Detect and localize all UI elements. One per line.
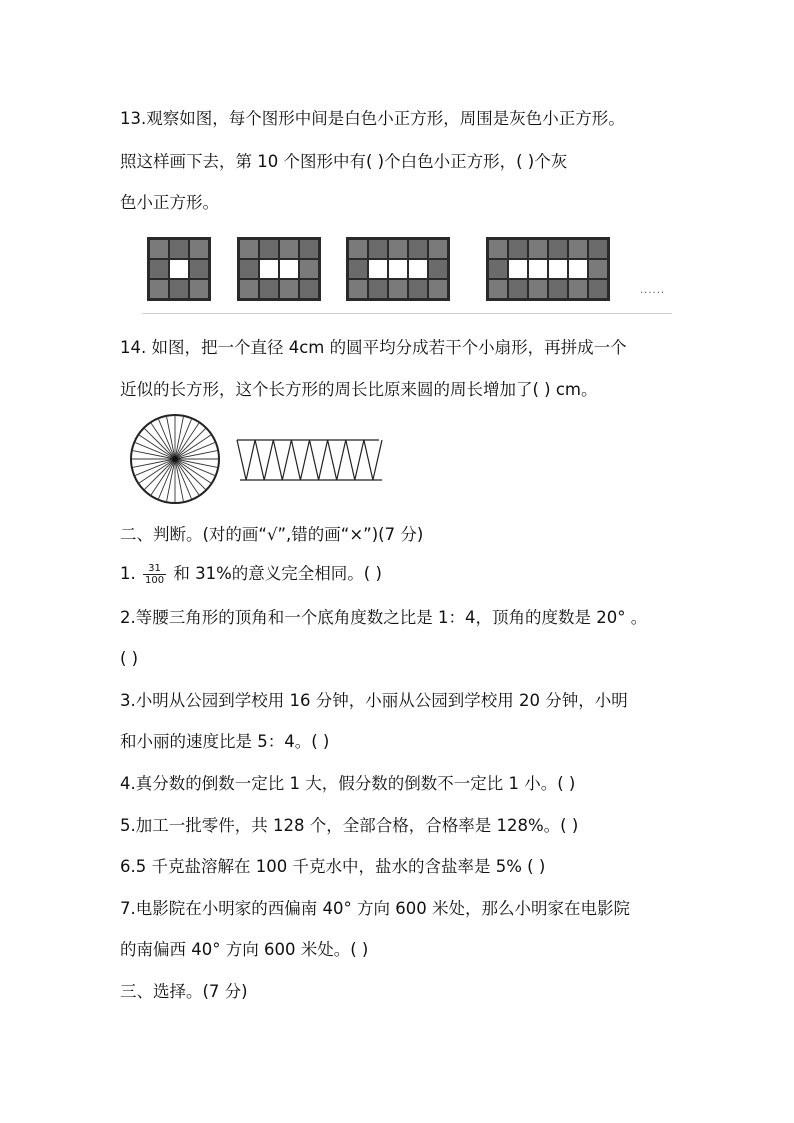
gray-square: [300, 280, 318, 298]
gray-square: [389, 280, 407, 298]
gray-square: [240, 260, 258, 278]
q13-line-2: 照这样画下去，第 10 个图形中有( )个白色小正方形，( )个灰: [120, 152, 568, 171]
approximate-rectangle-figure: [234, 436, 384, 486]
gray-square: [549, 280, 567, 298]
judge-item-3-line-1: 3.小明从公园到学校用 16 分钟，小丽从公园到学校用 20 分钟，小明: [120, 691, 628, 710]
fraction-31-100: [143, 563, 166, 586]
gray-square: [190, 260, 208, 278]
gray-square: [150, 240, 168, 258]
circle-sectors-figure: [126, 412, 226, 508]
judge-item-5: 5.加工一批零件，共 128 个，全部合格，合格率是 128%。( ): [120, 816, 579, 835]
judge-item-2-line-1: 2.等腰三角形的顶角和一个底角度数之比是 1：4，顶角的度数是 20° 。: [120, 608, 648, 627]
judge-item-6: 6.5 千克盐溶解在 100 千克水中，盐水的含盐率是 5% ( ): [120, 857, 546, 876]
judge-item-1: [120, 563, 382, 586]
gray-square: [409, 240, 427, 258]
white-square: [569, 260, 587, 278]
gray-square: [240, 240, 258, 258]
gray-square: [509, 280, 527, 298]
q14-line-1: 14. 如图，把一个直径 4cm 的圆平均分成若干个小扇形，再拼成一个: [120, 338, 627, 357]
q13-baseline: [142, 313, 672, 314]
gray-square: [529, 280, 547, 298]
white-square: [409, 260, 427, 278]
gray-square: [349, 260, 367, 278]
gray-square: [300, 260, 318, 278]
circle-center: [172, 456, 178, 462]
q13-figure-1: [147, 237, 211, 301]
gray-square: [569, 240, 587, 258]
gray-square: [369, 240, 387, 258]
q13-figure-2: [237, 237, 321, 301]
gray-square: [429, 260, 447, 278]
white-square: [509, 260, 527, 278]
q13-figure-4: [486, 237, 610, 301]
gray-square: [409, 280, 427, 298]
white-square: [170, 260, 188, 278]
judge-item-1-prefix: 1.: [120, 564, 136, 583]
gray-square: [509, 240, 527, 258]
gray-square: [260, 280, 278, 298]
q13-line-1: 13.观察如图，每个图形中间是白色小正方形，周围是灰色小正方形。: [120, 109, 625, 128]
gray-square: [589, 240, 607, 258]
gray-square: [300, 240, 318, 258]
gray-square: [589, 260, 607, 278]
section-3-title: 三、选择。(7 分): [120, 982, 248, 1001]
section-2-title: 二、判断。(对的画“√”,错的画“×”)(7 分): [120, 525, 424, 544]
gray-square: [190, 240, 208, 258]
white-square: [369, 260, 387, 278]
gray-square: [549, 240, 567, 258]
gray-square: [190, 280, 208, 298]
judge-item-2-line-2: ( ): [120, 649, 139, 668]
gray-square: [280, 240, 298, 258]
gray-square: [489, 260, 507, 278]
gray-square: [489, 280, 507, 298]
judge-item-1-text: 和 31%的意义完全相同。( ): [173, 564, 382, 583]
gray-square: [369, 280, 387, 298]
white-square: [260, 260, 278, 278]
gray-square: [349, 240, 367, 258]
gray-square: [280, 280, 298, 298]
judge-item-7-line-1: 7.电影院在小明家的西偏南 40° 方向 600 米处，那么小明家在电影院: [120, 899, 630, 918]
gray-square: [569, 280, 587, 298]
gray-square: [489, 240, 507, 258]
judge-item-7-line-2: 的南偏西 40° 方向 600 米处。( ): [120, 940, 369, 959]
gray-square: [529, 240, 547, 258]
gray-square: [260, 240, 278, 258]
gray-square: [150, 260, 168, 278]
gray-square: [389, 240, 407, 258]
gray-square: [429, 280, 447, 298]
white-square: [389, 260, 407, 278]
white-square: [280, 260, 298, 278]
gray-square: [170, 240, 188, 258]
q13-line-3: 色小正方形。: [120, 193, 219, 212]
gray-square: [429, 240, 447, 258]
q13-figure-3: [346, 237, 450, 301]
judge-item-4: 4.真分数的倒数一定比 1 大，假分数的倒数不一定比 1 小。( ): [120, 774, 576, 793]
fraction-denominator: 100: [145, 575, 165, 586]
rectangle-sector-zigzag: [237, 440, 382, 480]
q13-ellipsis: ......: [640, 285, 666, 296]
gray-square: [170, 280, 188, 298]
white-square: [529, 260, 547, 278]
gray-square: [150, 280, 168, 298]
gray-square: [589, 280, 607, 298]
gray-square: [349, 280, 367, 298]
white-square: [549, 260, 567, 278]
gray-square: [240, 280, 258, 298]
q14-line-2: 近似的长方形，这个长方形的周长比原来圆的周长增加了( ) cm。: [120, 380, 598, 399]
judge-item-3-line-2: 和小丽的速度比是 5：4。( ): [120, 732, 330, 751]
fraction-numerator: 31: [143, 563, 166, 575]
